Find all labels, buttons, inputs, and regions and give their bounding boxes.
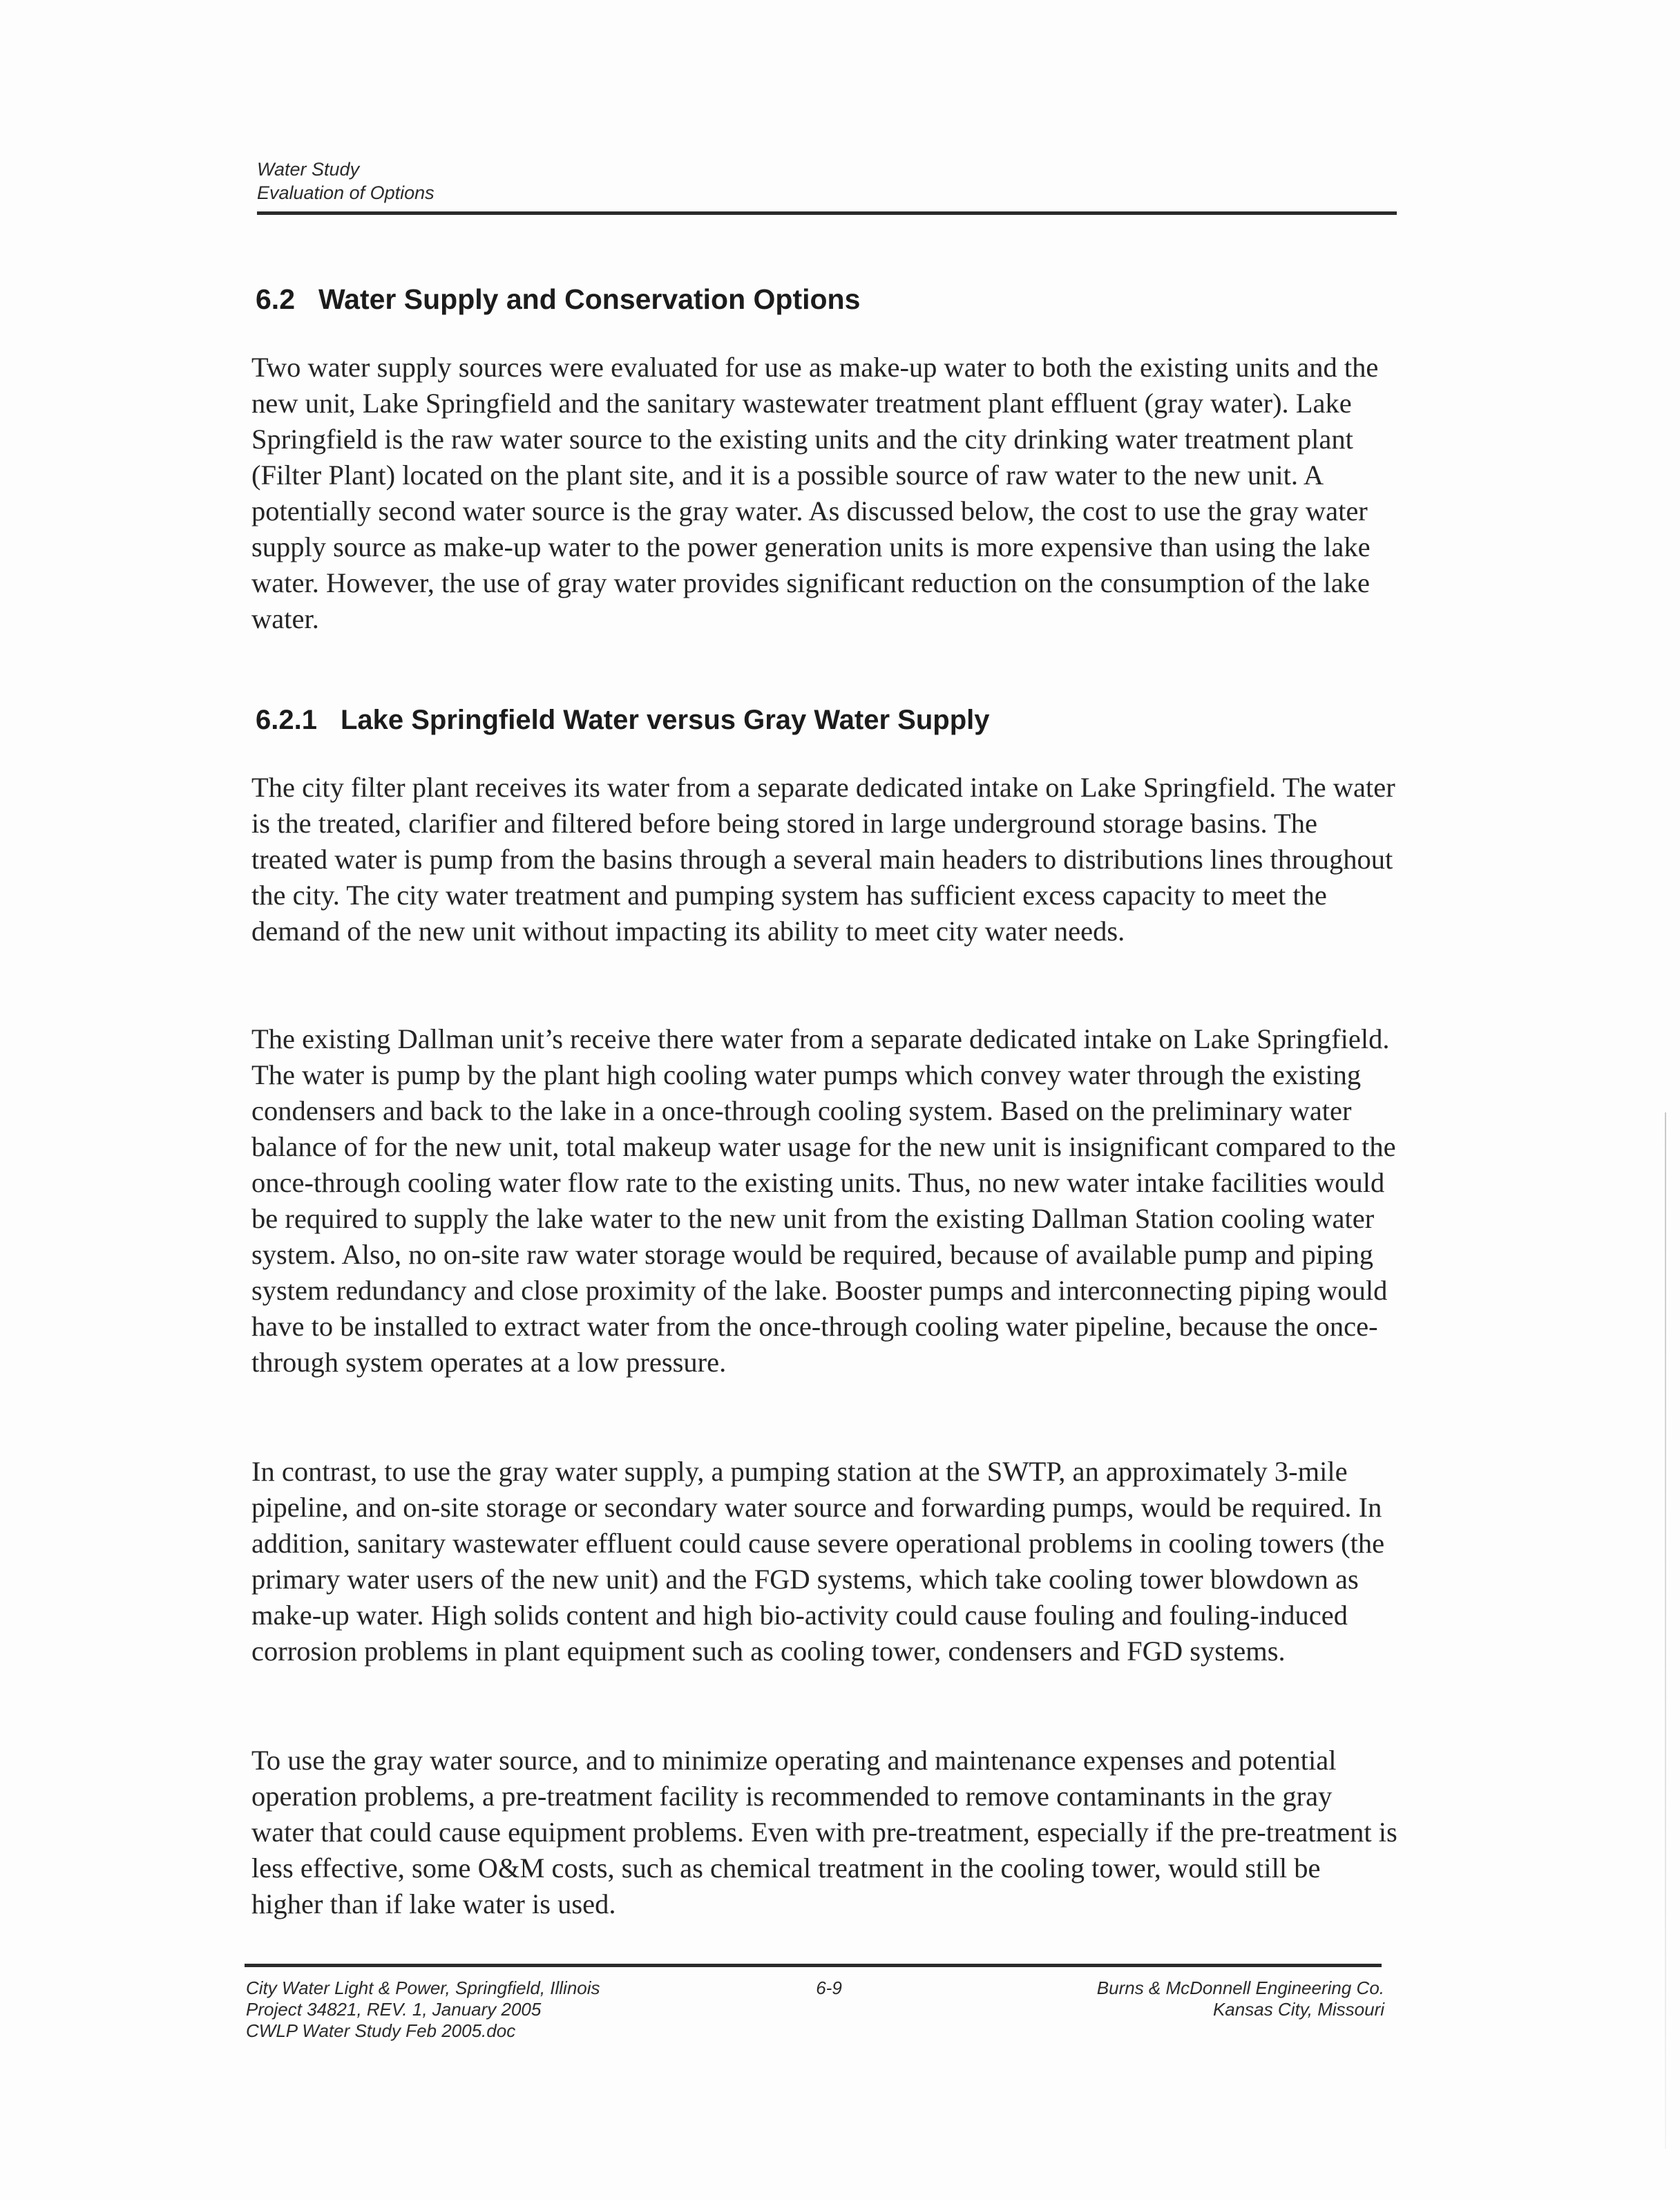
section-number: 6.2 (256, 283, 295, 315)
paragraph-filter-plant: The city filter plant receives its water from a separate dedicated intake on Lake Springfield. The water is the treated, clarifier and filtered before being stored in large underground storage basins. The treated water is pump from the basins through a several main headers to distributions lines throughout the city. The city water treatment and pumping system has sufficient excess capacity to meet the demand of the new unit without impacting its ability to meet city water needs. (251, 772, 1395, 947)
subsection-heading (256, 705, 990, 736)
footer-company: Burns & McDonnell Engineering Co. (1096, 1978, 1384, 1998)
section-intro-paragraph: Two water supply sources were evaluated for use as make-up water to both the existing units and the new unit, Lake Springfield and the sanitary wastewater treatment plant effluent (gray water). Lake Springfield is the raw water source to the existing units and the city drinking water treatment plant (Filter Plant) located on the plant site, and it is a possible source of raw water to the new unit. A potentially second water source is the gray water. As discussed below, the cost to use the gray water supply source as make-up water to the power generation units is more expensive than using the lake water. However, the use of gray water provides significant reduction on the consumption of the lake water. (251, 352, 1379, 634)
footer-filename: CWLP Water Study Feb 2005.doc (246, 2020, 516, 2041)
scan-edge-shadow (1665, 1112, 1666, 2149)
footer-left (246, 1978, 600, 2042)
paragraph-gray-water-contrast: In contrast, to use the gray water supply, a pumping station at the SWTP, an approximately 3-mile pipeline, and on-site storage or secondary water source and forwarding pumps, would be required. In addition, sanitary wastewater effluent could cause severe operational problems in cooling towers (the primary water users of the new unit) and the FGD systems, which take cooling tower blowdown as make-up water. High solids content and high bio-activity could cause fouling and fouling-induced corrosion problems in plant equipment such as cooling tower, condensers and FGD systems. (251, 1456, 1385, 1667)
header-divider (257, 211, 1397, 215)
footer-client: City Water Light & Power, Springfield, Illinois (246, 1978, 600, 1998)
footer-project: Project 34821, REV. 1, January 2005 (246, 1999, 542, 2020)
subsection-title: Lake Springfield Water versus Gray Water Supply (340, 705, 990, 735)
footer-right (1097, 1978, 1384, 2020)
footer-location: Kansas City, Missouri (1212, 1999, 1384, 2020)
footer-divider (245, 1964, 1382, 1967)
running-header (257, 158, 1390, 205)
section-title: Water Supply and Conservation Options (318, 283, 861, 315)
header-subtitle: Evaluation of Options (257, 182, 435, 203)
header-title: Water Study (257, 159, 360, 180)
page-number: 6-9 (816, 1978, 842, 1998)
section-heading (256, 283, 860, 316)
subsection-number: 6.2.1 (256, 705, 317, 735)
paragraph-dallman-intake: The existing Dallman unit’s receive there water from a separate dedicated intake on Lake Springfield. The water is pump by the plant high cooling water pumps which convey water through the existing condensers and back to the lake in a once-through cooling system. Based on the preliminary water balance of for the new unit, total makeup water usage for the new unit is insignificant compared to the once-through cooling water flow rate to the existing units. Thus, no new water intake facilities would be required to supply the lake water to the new unit from the existing Dallman Station cooling water system. Also, no on-site raw water storage would be required, because of available pump and piping system redundancy and close proximity of the lake. Booster pumps and interconnecting piping would have to be installed to extract water from the once-through cooling water pipeline, because the once-through system operates at a low pressure. (251, 1023, 1396, 1378)
paragraph-pretreatment: To use the gray water source, and to minimize operating and maintenance expenses and potential operation problems, a pre-treatment facility is recommended to remove contaminants in the gray water that could cause equipment problems. Even with pre-treatment, especially if the pre-treatment is less effective, some O&M costs, such as chemical treatment in the cooling tower, would still be higher than if lake water is used. (251, 1745, 1397, 1919)
